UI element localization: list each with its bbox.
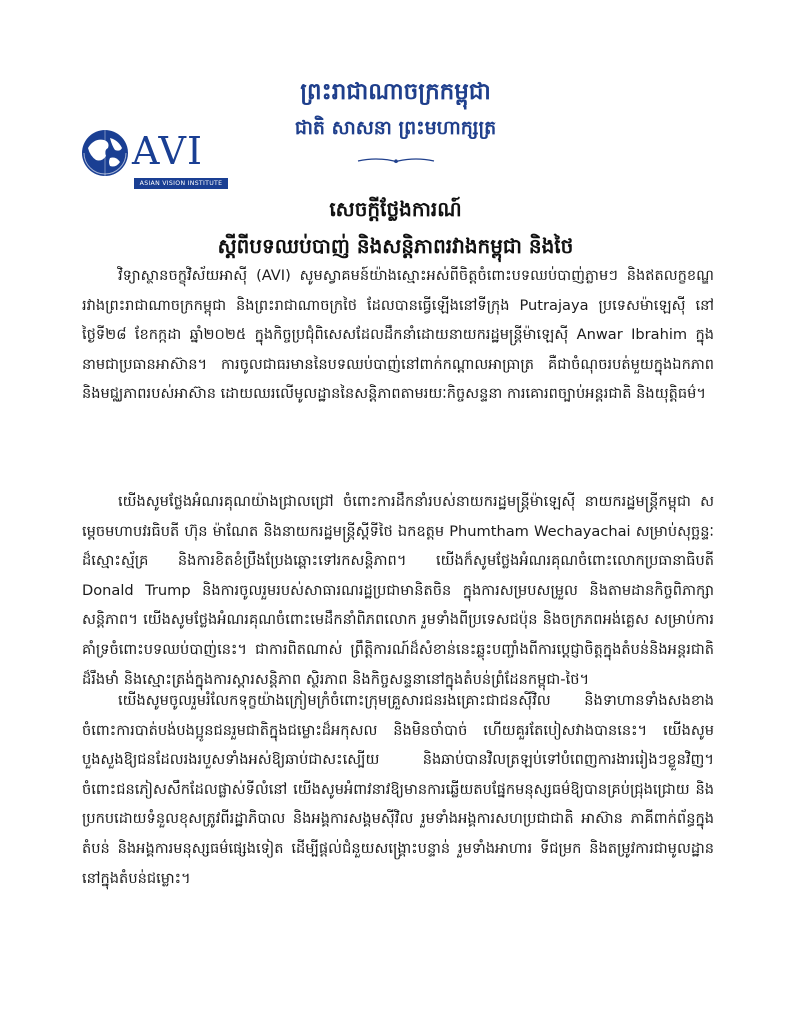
kingdom-motto: ព្រះរាជាណាចក្រកម្ពុជា <box>300 78 491 105</box>
nation-religion-king-motto: ជាតិ សាសនា ព្រះមហាក្សត្រ <box>294 117 497 139</box>
statement-title: សេចក្តីថ្លែងការណ៍ <box>329 197 462 221</box>
paragraph-3: យើងសូមចូលរួមរំលែកទុក្ខយ៉ាងក្រៀមក្រំចំពោះក្រុមគ្រួសារជនរងគ្រោះជាជនស៊ីវិល និងទាហានទាំងសងខាង ចំពោះការបាត់បង់បងប្អូនជនរួមជាតិក្នុងជម្លោះដ៏អកុសល និងមិនចាំបាច់ ហើយគួរតែបៀសវាងបាននេះ។ យើងសូមបួងសួងឱ្យជនដែលរងរបួសទាំងអស់ឱ្យឆាប់ជាសះស្បើយ និងឆាប់បានវិលត្រឡប់ទៅបំពេញការងាររៀងៗខ្លួនវិញ។ ចំពោះជនភៀសសឹកដែលផ្លាស់ទីលំនៅ យើងសូមអំពាវនាវឱ្យមានការឆ្លើយតបផ្នែកមនុស្សធម៌ឱ្យបានគ្រប់ជ្រុងជ្រោយ និងប្រកបដោយទំនួលខុសត្រូវពីរដ្ឋាភិបាល និងអង្គការសង្គមស៊ីវិល រួមទាំងអង្គការសហប្រជាជាតិ អាស៊ាន ភាគីពាក់ព័ន្ធក្នុងតំបន់ និងអង្គការមនុស្សធម៌ផ្សេងទៀត ដើម្បីផ្តល់ជំនួយសង្គ្រោះបន្ទាន់ រួមទាំងអាហារ ទីជម្រក និងតម្រូវការជាមូលដ្ឋាននៅក្នុងតំបន់ជម្លោះ។ <box>82 692 714 887</box>
avi-logo <box>80 126 230 192</box>
logo-subtitle: ASIAN VISION INSTITUTE <box>134 178 228 189</box>
paragraph-2: យើងសូមថ្លែងអំណរគុណយ៉ាងជ្រាលជ្រៅ ចំពោះការដឹកនាំរបស់នាយករដ្ឋមន្ត្រីម៉ាឡេស៊ី នាយករដ្ឋមន្ត្រីកម្ពុជា សម្តេចមហាបវរធិបតី ហ៊ុន ម៉ាណែត និងនាយករដ្ឋមន្ត្រីស្តីទីថៃ ឯកឧត្តម Phumtham Wechayachai សម្រាប់សុច្ឆន្ទៈដ៏ស្មោះស្ម័គ្រ និងការខិតខំប្រឹងប្រែងឆ្ពោះទៅរកសន្តិភាព។ យើងក៏សូមថ្លែងអំណរគុណចំពោះលោកប្រធានាធិបតី Donald Trump និងការចូលរួមរបស់សាធារណរដ្ឋប្រជាមានិតចិន ក្នុងការសម្របសម្រួល និងតាមដានកិច្ចពិភាក្សាសន្តិភាព។ យើងសូមថ្លែងអំណរគុណចំពោះមេដឹកនាំពិភពលោក រួមទាំងពីប្រទេសជប៉ុន និងចក្រភពអង់គ្លេស សម្រាប់ការគាំទ្រចំពោះបទឈប់បាញ់នេះ។ ជាការពិតណាស់ ព្រឹត្តិការណ៍ដ៏សំខាន់នេះឆ្លុះបញ្ចាំងពីការប្តេជ្ញាចិត្តក្នុងតំបន់និងអន្តរជាតិដ៏រឹងមាំ និងស្មោះត្រង់ក្នុងការស្តារសន្តិភាព ស្ថិរភាព និងកិច្ចសន្ទនានៅក្នុងតំបន់ព្រំដែនកម្ពុជា-ថៃ។ <box>82 493 714 688</box>
paragraph-1: វិទ្យាស្ថានចក្ខុវិស័យអាស៊ី (AVI) សូមស្វាគមន៍យ៉ាងស្មោះអស់ពីចិត្តចំពោះបទឈប់បាញ់ភ្លាមៗ និងឥតលក្ខខណ្ឌរវាងព្រះរាជាណាចក្រកម្ពុជា និងព្រះរាជាណាចក្រថៃ ដែលបានធ្វើឡើងនៅទីក្រុង Putrajaya ប្រទេសម៉ាឡេស៊ី នៅថ្ងៃទី២៨ ខែកក្កដា ឆ្នាំ២០២៥ ក្នុងកិច្ចប្រជុំពិសេសដែលដឹកនាំដោយនាយករដ្ឋមន្ត្រីម៉ាឡេស៊ី Anwar Ibrahim ក្នុងនាមជាប្រធានអាស៊ាន។ ការចូលជាធរមាននៃបទឈប់បាញ់នៅពាក់កណ្តាលអាធ្រាត្រ គឺជាចំណុចរបត់មួយក្នុងឯកភាព និងមជ្ឈភាពរបស់អាស៊ាន ដោយឈរលើមូលដ្ឋាននៃសន្តិភាពតាមរយៈកិច្ចសន្ទនា ការគោរពច្បាប់អន្តរជាតិ និងយុត្តិធម៌។ <box>82 267 714 403</box>
globe-icon <box>80 128 130 178</box>
statement-subtitle: ស្តីពីបទឈប់បាញ់ និងសន្តិភាពរវាងកម្ពុជា និងថៃ <box>217 234 574 258</box>
divider-ornament-icon <box>356 157 436 165</box>
logo-wordmark: AVI <box>132 129 204 173</box>
